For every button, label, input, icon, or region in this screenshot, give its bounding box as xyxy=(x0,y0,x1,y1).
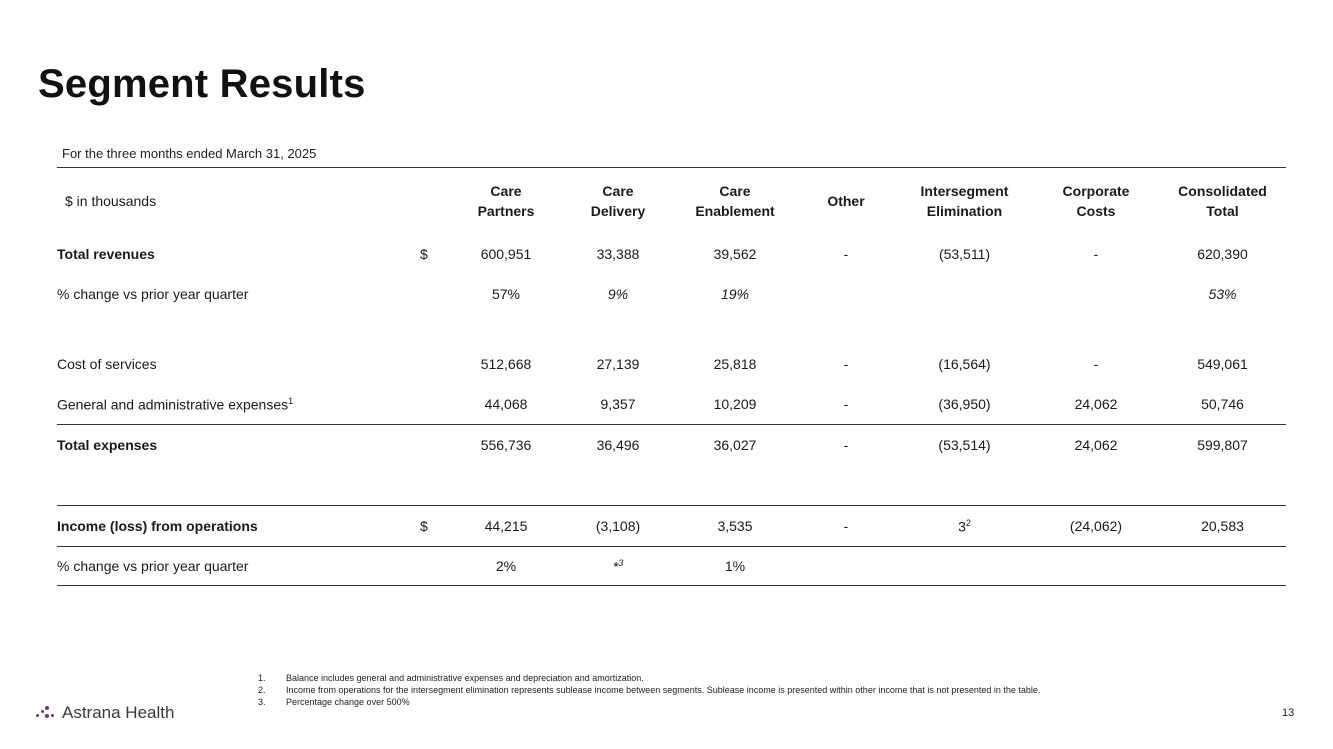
col-care-delivery: Care Delivery xyxy=(562,168,674,235)
unit-label: $ in thousands xyxy=(57,168,420,235)
footnote-ref: 2 xyxy=(965,517,971,528)
table-row-total-expenses: Total expenses 556,736 36,496 36,027 - (53,514) 24,062 599,807 xyxy=(57,425,1286,466)
row-label: % change vs prior year quarter xyxy=(57,547,420,586)
table-row-income-change: % change vs prior year quarter 2% *$^3$ 1% xyxy=(57,547,1286,586)
period-label: For the three months ended March 31, 2025 xyxy=(62,146,317,161)
col-consolidated-total: Consolidated Total xyxy=(1159,168,1286,235)
footnote-ref: 1 xyxy=(288,395,294,406)
table-row-revenue-change: % change vs prior year quarter 57% 9% 19% 53% xyxy=(57,274,1286,314)
segment-results-table xyxy=(57,167,1286,586)
row-label: Income (loss) from operations xyxy=(57,506,420,547)
col-care-partners: Care Partners xyxy=(450,168,562,235)
table-row-cost-of-services: Cost of services 512,668 27,139 25,818 - (16,564) - 549,061 xyxy=(57,344,1286,384)
footnote-ref: 3 xyxy=(618,557,624,568)
sparkle-dots-icon xyxy=(36,705,58,721)
footnote-item: 1. Balance includes general and administrative expenses and depreciation and amortization. xyxy=(258,673,644,683)
row-label: Total revenues xyxy=(57,246,155,262)
row-label: Total expenses xyxy=(57,437,158,453)
logo-text: Astrana Health xyxy=(62,703,175,722)
footnote-item: 3. Percentage change over 500% xyxy=(258,697,410,707)
row-label: Cost of services xyxy=(57,356,157,372)
page-number: 13 xyxy=(1282,707,1295,719)
page-title: Segment Results xyxy=(38,62,366,106)
table-row-ga-expenses: General and administrative expenses$^1$ 44,068 9,357 10,209 - (36,950) 24,062 50,746 xyxy=(57,384,1286,425)
col-intersegment-elimination: Intersegment Elimination xyxy=(896,168,1033,235)
row-label: General and administrative expenses$^1$ xyxy=(57,384,420,425)
footnotes xyxy=(258,672,1040,708)
col-care-enablement: Care Enablement xyxy=(674,168,796,235)
astrana-logo xyxy=(36,703,174,723)
currency-symbol: $ xyxy=(420,506,450,547)
col-corporate-costs: Corporate Costs xyxy=(1033,168,1159,235)
table-row-income-operations: Income (loss) from operations $ 44,215 (3,108) 3,535 - $3^2$ (24,062) 20,583 xyxy=(57,506,1286,547)
row-label: % change vs prior year quarter xyxy=(57,286,249,302)
table-row-total-revenues: Total revenues $ 600,951 33,388 39,562 - (53,511) - 620,390 xyxy=(57,234,1286,274)
table-header-row xyxy=(57,168,1286,235)
currency-symbol: $ xyxy=(420,246,428,262)
footnote-item: 2. Income from operations for the intersegment elimination represents sublease income between segments. Sublease income is presented within other income that is not presented in the table. xyxy=(258,685,1041,695)
col-other: Other xyxy=(796,168,896,235)
